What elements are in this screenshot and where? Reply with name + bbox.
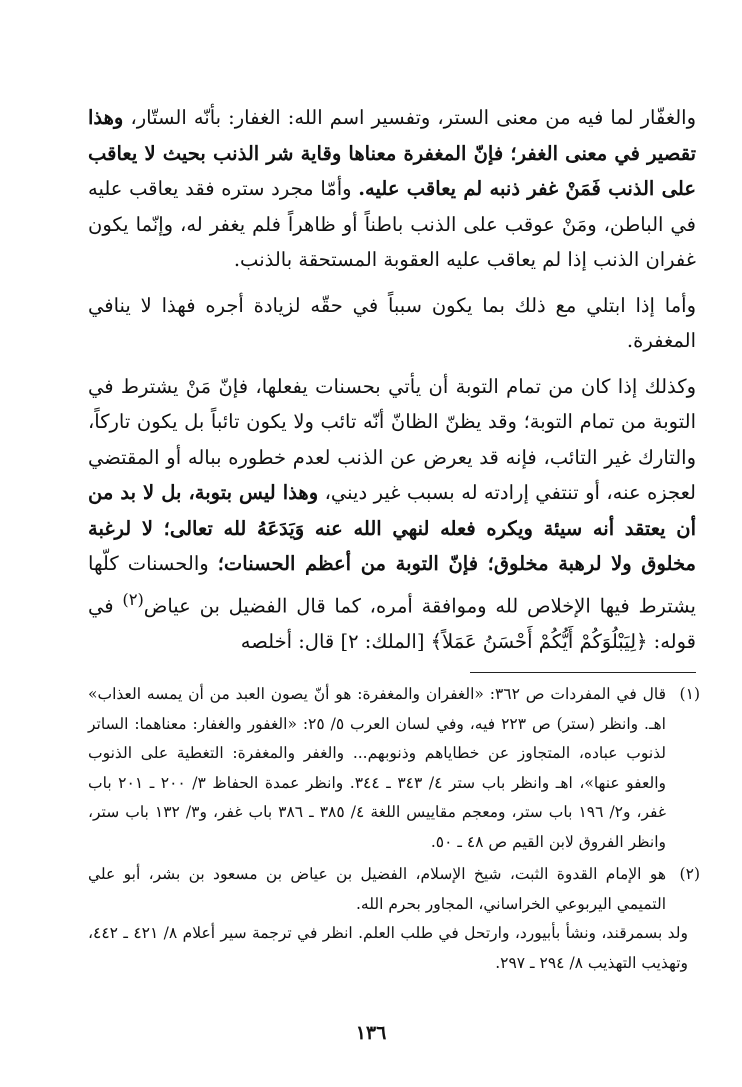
text-segment: وأما إذا ابتلي مع ذلك بما يكون سبباً في حقّه لزيادة أجره فهذا لا ينافي المغفرة. [88, 293, 696, 352]
paragraph-2 [88, 288, 696, 359]
footnote-reference: (٢) [122, 589, 144, 609]
text-segment-bold: وهذا تقصير في معنى الغفر؛ فإنّ المغفرة معناها وقاية شر الذنب بحيث لا يعاقب على الذنب فَمَنْ غفر ذنبه لم يعاقب عليه. [88, 106, 696, 200]
footnote-text: قال في المفردات ص ٣٦٢: «الغفران والمغفرة: هو أنّ يصون العبد من أن يمسه العذاب» اهـ. وانظر (ستر) ص ٢٢٣ فيه، وفي لسان العرب ٥/ ٢٥: «الغفور والغفار: معناهما: الساتر لذنوب عباده، المتجاوز عن خطاياهم وذنوبهم... والغفر والمغفرة: التغطية على الذنوب والعفو عنها»، اهـ وانظر باب ستر ٤/ ٣٤٣ ـ ٣٤٤. وانظر عمدة الحفاظ ٣/ ٢٠٠ ـ ٢٠١ باب غفر، و٢/ ١٩٦ باب ستر، ومعجم مقاييس اللغة ٤/ ٣٨٥ ـ ٣٨٦ باب غفر، و٣/ ١٣٢ باب ستر، وانظر الفروق لابن القيم ص ٤٨ ـ ٥٠. [88, 685, 667, 851]
text-segment: وأمّا مجرد ستره فقد يعاقب عليه في الباطن، ومَنْ عوقب على الذنب باطناً أو ظاهراً فلم يغفر له، وإنّما يكون غفران الذنب إذا لم يعاقب عليه العقوبة المستحقة بالذنب. [88, 177, 696, 271]
text-segment: وكذلك إذا كان من تمام التوبة أن يأتي بحسنات يفعلها، فإنّ مَنْ يشترط في التوبة من تمام التوبة؛ وقد يظنّ الظانّ أنّه تائب ولا يكون تائباً بل يكون تاركاً، والتارك غير التائب، فإنه قد يعرض عن الذنب لعدم خطوره بباله أو المقتضي لعجزه عنه، أو تنتفي إرادته له بسبب غير ديني، [88, 374, 696, 504]
footnote-text: هو الإمام القدوة الثبت، شيخ الإسلام، الفضيل بن عياض بن مسعود بن بشر، أبو علي التميمي اليربوعي الخراساني، المجاور بحرم الله. [88, 865, 666, 913]
footnote-number: (١) [679, 685, 700, 703]
paragraph-1 [88, 100, 696, 278]
footnote-number: (٢) [679, 865, 700, 883]
footnote-divider [470, 672, 696, 673]
footnotes [88, 680, 700, 978]
text-segment: في قوله: ﴿لِيَبْلُوَكُمْ أَيُّكُمْ أَحْسَنُ عَمَلاً﴾ [الملك: ٢] قال: أخلصه [88, 594, 696, 653]
footnote-2 [88, 860, 700, 919]
page-number: ١٣٦ [355, 1022, 387, 1044]
footnote-1 [88, 680, 700, 857]
text-segment-bold: وهذا ليس بتوبة، بل لا بد من أن يعتقد أنه سيئة ويكره فعله لنهي الله عنه وَيَدَعَهُ لله تعالى؛ لا لرغبة مخلوق ولا لرهبة مخلوق؛ فإنّ التوبة من أعظم الحسنات؛ [88, 481, 697, 575]
paragraph-3 [88, 369, 696, 660]
text-segment: والحسنات كلّها يشترط فيها الإخلاص لله وموافقة أمره، كما قال الفضيل بن عياض [88, 552, 696, 617]
text-segment: والغفّار لما فيه من معنى الستر، وتفسير اسم الله: الغفار: بأنّه الستّار، [123, 106, 696, 129]
main-text [88, 100, 696, 659]
footnote-continuation: ولد بسمرقند، ونشأ بأبيورد، وارتحل في طلب العلم. انظر في ترجمة سير أعلام ٨/ ٤٢١ ـ ٤٤٢، وتهذيب التهذيب ٨/ ٢٩٤ ـ ٢٩٧. [88, 924, 688, 972]
